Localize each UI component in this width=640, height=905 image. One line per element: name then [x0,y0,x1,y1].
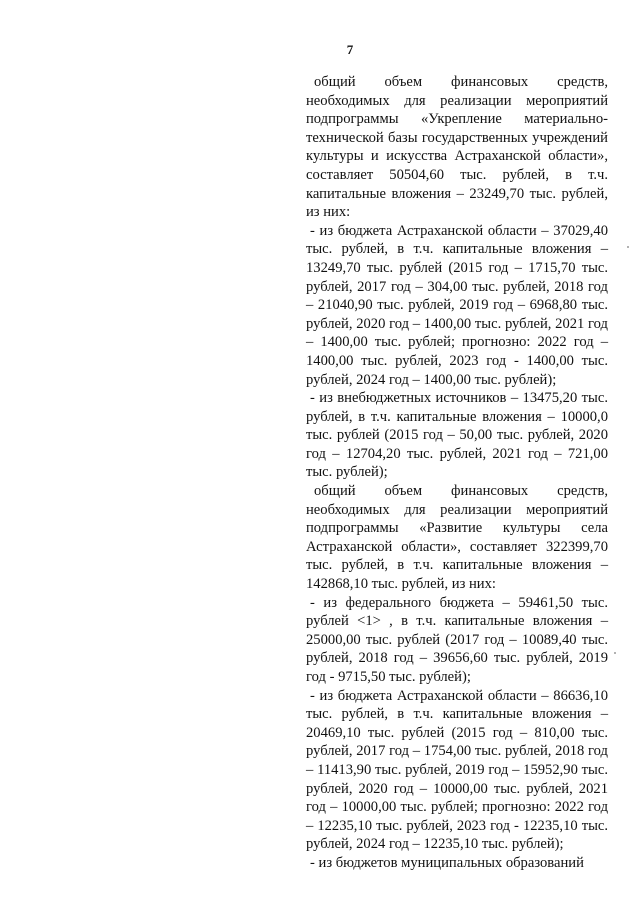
paragraph-regional-budget-funding-village: - из бюджета Астраханской области – 86636,10 тыс. рублей, в т.ч. капитальные вложения – 20469,10 тыс. рублей (2015 год – 810,00 тыс. рублей, 2017 год – 1754,00 тыс. рублей, 2018 год – 11413,90 тыс. рублей, 2019 год – 15952,90 тыс. рублей, 2020 год – 10000,00 тыс. рублей, 2021 год – 10000,00 тыс. рублей; прогнозно: 2022 год – 12235,10 тыс. рублей, 2023 год - 12235,10 тыс. рублей, 2024 год – 12235,10 тыс. рублей); [306,687,608,853]
paragraph-regional-budget-funding: - из бюджета Астраханской области – 37029,40 тыс. рублей, в т.ч. капитальные вложения – 13249,70 тыс. рублей (2015 год – 1715,70 тыс. рублей, 2017 год – 304,00 тыс. рублей, 2018 год – 21040,90 тыс. рублей, 2019 год – 6968,80 тыс. рублей, 2020 год – 1400,00 тыс. рублей, 2021 год – 1400,00 тыс. рублей; прогнозно: 2022 год – 1400,00 тыс. рублей, 2023 год - 1400,00 тыс. рублей, 2024 год – 1400,00 тыс. рублей); [306,222,608,388]
paragraph-federal-budget-funding: - из федерального бюджета – 59461,50 тыс. рублей <1> , в т.ч. капитальные вложения – 25000,00 тыс. рублей (2017 год – 10089,40 тыс. рублей, 2018 год – 39656,60 тыс. рублей, 2019 год - 9715,50 тыс. рублей); [306,594,608,685]
paragraph-extrabudgetary-funding: - из внебюджетных источников – 13475,20 тыс. рублей, в т.ч. капитальные вложения – 10000,0 тыс. рублей (2015 год – 50,00 тыс. рублей, 2020 год – 12704,20 тыс. рублей, 2021 год – 721,00 тыс. рублей); [306,390,608,481]
paragraph-municipal-budget-funding: - из бюджетов муниципальных образований [310,854,584,871]
text-column [306,73,608,873]
paragraph-subprogram-village-culture-total: общий объем финансовых средств, необходимых для реализации мероприятий подпрограммы «Развитие культуры села Астраханской области», составляет 322399,70 тыс. рублей, в т.ч. капитальные вложения – 142868,10 тыс. рублей, из них: [306,483,608,593]
scan-speck [614,652,616,654]
page-number: 7 [346,42,354,57]
scan-speck [627,246,629,248]
paragraph-subprogram-material-base-total: общий объем финансовых средств, необходимых для реализации мероприятий подпрограммы «Укрепление материально-технической базы государственных учреждений культуры и искусства Астраханской области», составляет 50504,60 тыс. рублей, в т.ч. капитальные вложения – 23249,70 тыс. рублей, из них: [306,74,608,221]
